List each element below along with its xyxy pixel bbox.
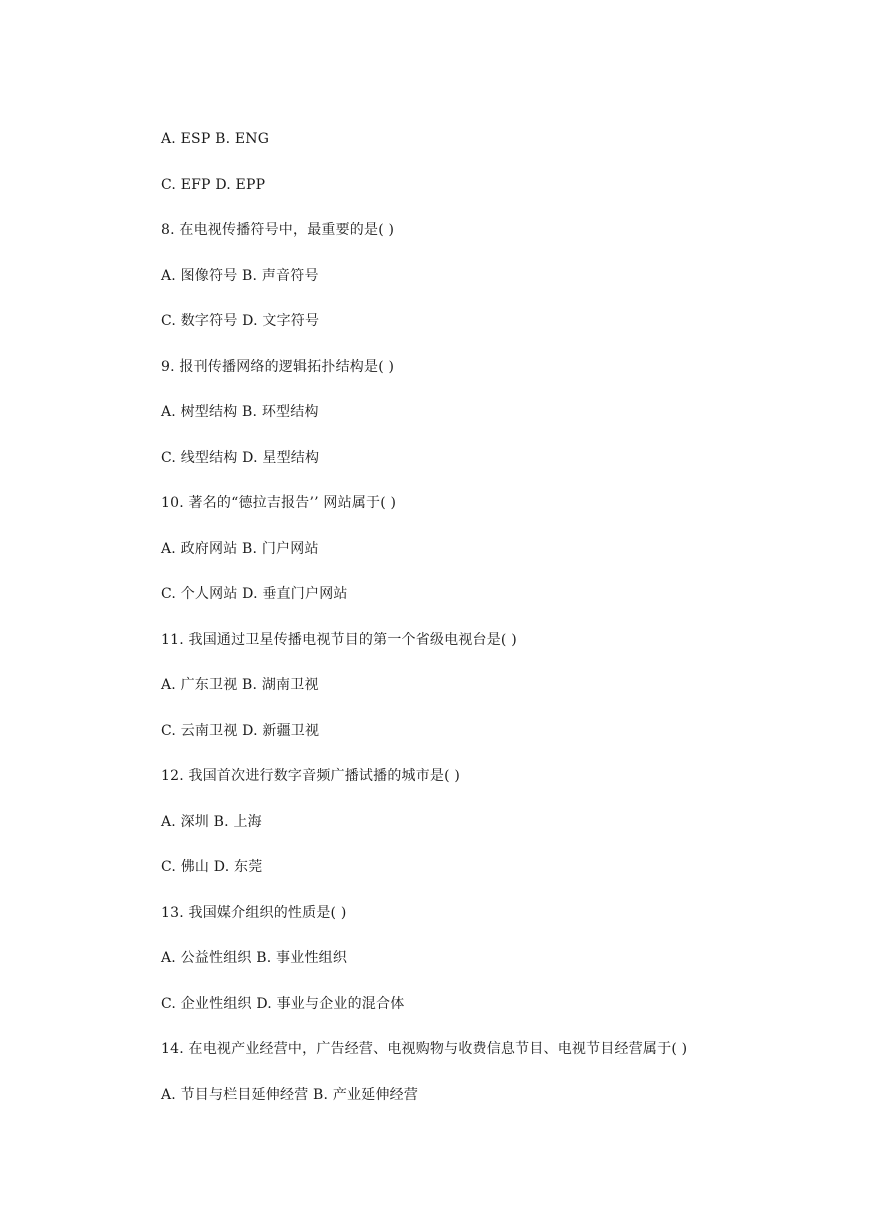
- option-line-q9-ab: A. 树型结构 B. 环型结构: [161, 404, 319, 420]
- option-line-q7-ab: A. ESP B. ENG: [161, 131, 270, 147]
- question-10: 10. 著名的“德拉吉报告’’ 网站属于( ): [161, 495, 397, 511]
- question-8: 8. 在电视传播符号中，最重要的是( ): [161, 222, 395, 238]
- option-line-q10-cd: C. 个人网站 D. 垂直门户网站: [161, 586, 348, 602]
- question-13: 13. 我国媒介组织的性质是( ): [161, 904, 347, 921]
- option-line-q8-cd: C. 数字符号 D. 文字符号: [161, 313, 320, 329]
- option-line-q9-cd: C. 线型结构 D. 星型结构: [161, 449, 320, 466]
- option-line-q13-cd: C. 企业性组织 D. 事业与企业的混合体: [161, 995, 405, 1012]
- option-line-q11-ab: A. 广东卫视 B. 湖南卫视: [161, 677, 319, 693]
- option-line-q13-ab: A. 公益性组织 B. 事业性组织: [161, 950, 348, 966]
- question-14: 14. 在电视产业经营中，广告经营、电视购物与收费信息节目、电视节目经营属于( ): [161, 1041, 688, 1057]
- option-line-q12-cd: C. 佛山 D. 东莞: [161, 859, 263, 875]
- question-9: 9. 报刊传播网络的逻辑拓扑结构是( ): [161, 358, 395, 375]
- option-line-q14-ab: A. 节目与栏目延伸经营 B. 产业延伸经营: [161, 1086, 419, 1103]
- option-line-q12-ab: A. 深圳 B. 上海: [161, 813, 262, 830]
- option-line-q7-cd: C. EFP D. EPP: [161, 176, 266, 193]
- question-11: 11. 我国通过卫星传播电视节目的第一个省级电视台是( ): [161, 631, 517, 648]
- question-list: [161, 127, 821, 1128]
- question-12: 12. 我国首次进行数字音频广播试播的城市是( ): [161, 768, 461, 784]
- option-line-q11-cd: C. 云南卫视 D. 新疆卫视: [161, 722, 320, 739]
- option-line-q10-ab: A. 政府网站 B. 门户网站: [161, 540, 319, 557]
- option-line-q8-ab: A. 图像符号 B. 声音符号: [161, 267, 319, 284]
